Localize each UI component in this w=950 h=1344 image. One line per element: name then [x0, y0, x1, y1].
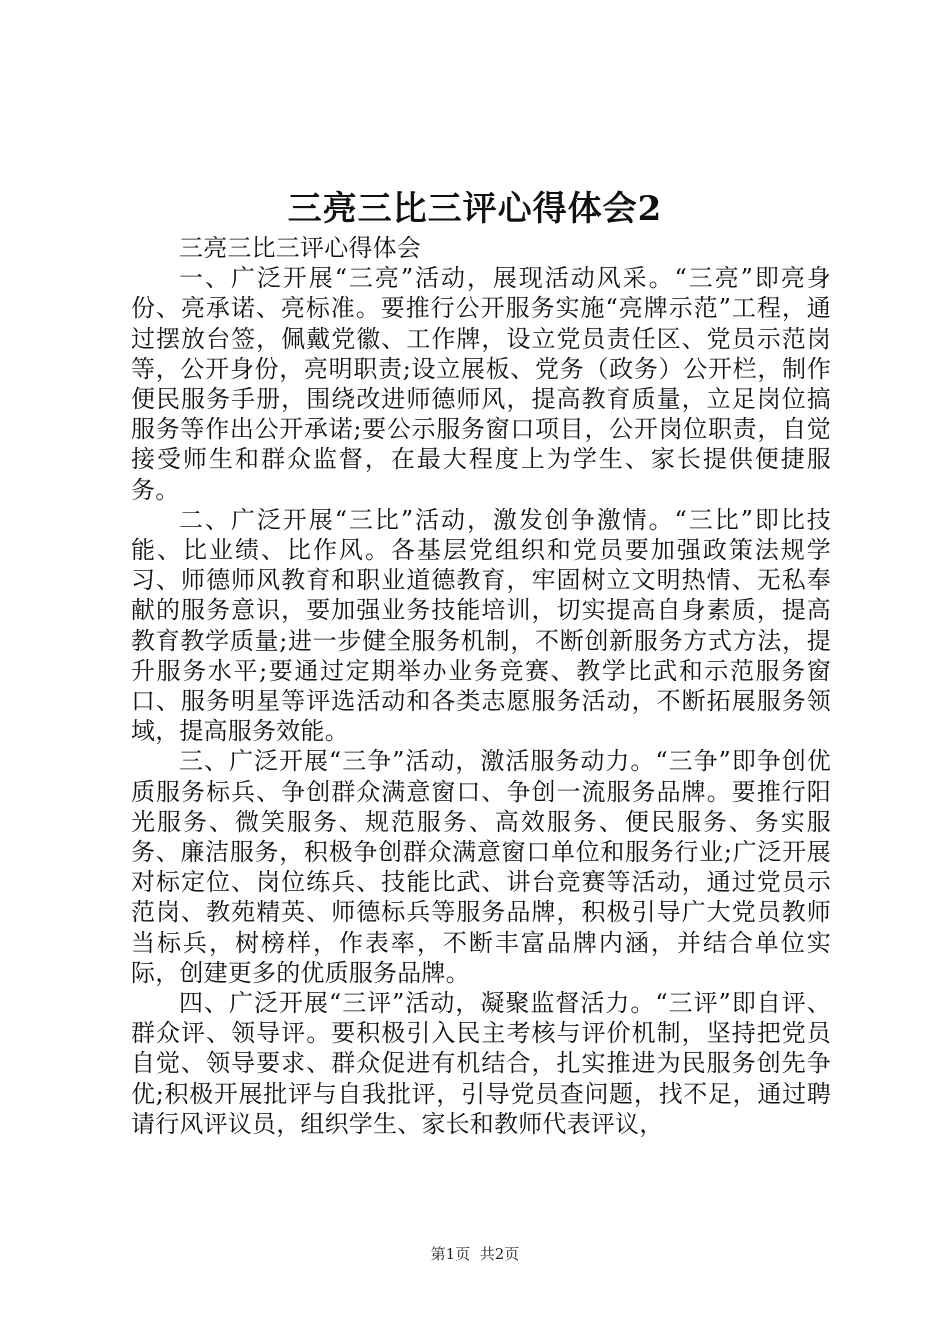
page-number-total: 共2页 [479, 1245, 520, 1263]
page-number-current: 第1页 [430, 1245, 471, 1263]
page-footer [0, 1244, 950, 1264]
paragraph-3: 三、广泛开展“三争”活动，激活服务动力。“三争”即争创优质服务标兵、争创群众满意窗口、争创一流服务品牌。要推行阳光服务、微笑服务、规范服务、高效服务、便民服务、务实服务、廉洁服务，积极争创群众满意窗口单位和服务行业;广泛开展对标定位、岗位练兵、技能比武、讲台竞赛等活动，通过党员示范岗、教苑精英、师德标兵等服务品牌，积极引导广大党员教师当标兵，树榜样，作表率，不断丰富品牌内涵，并结合单位实际，创建更多的优质服务品牌。 [131, 747, 831, 987]
document-subtitle: 三亮三比三评心得体会 [179, 234, 421, 262]
document-body [131, 233, 831, 1139]
paragraph-4: 四、广泛开展“三评”活动，凝聚监督活力。“三评”即自评、群众评、领导评。要积极引入民主考核与评价机制，坚持把党员自觉、领导要求、群众促进有机结合，扎实推进为民服务创先争优;积极开展批评与自我批评，引导党员查问题，找不足，通过聘请行风评议员，组织学生、家长和教师代表评议， [131, 989, 831, 1138]
paragraph-1: 一、广泛开展“三亮”活动，展现活动风采。“三亮”即亮身份、亮承诺、亮标准。要推行公开服务实施“亮牌示范”工程，通过摆放台签，佩戴党徽、工作牌，设立党员责任区、党员示范岗等，公开身份，亮明职责;设立展板、党务（政务）公开栏，制作便民服务手册，围绕改进师德师风，提高教育质量，立足岗位搞服务等作出公开承诺;要公示服务窗口项目，公开岗位职责，自觉接受师生和群众监督，在最大程度上为学生、家长提供便捷服务。 [131, 264, 831, 504]
document-title: 三亮三比三评心得体会2 [287, 189, 663, 229]
paragraph-2: 二、广泛开展“三比”活动，激发创争激情。“三比”即比技能、比业绩、比作风。各基层党组织和党员要加强政策法规学习、师德师风教育和职业道德教育，牢固树立文明热情、无私奉献的服务意识，要加强业务技能培训，切实提高自身素质，提高教育教学质量;进一步健全服务机制，不断创新服务方式方法，提升服务水平;要通过定期举办业务竞赛、教学比武和示范服务窗口、服务明星等评选活动和各类志愿服务活动，不断拓展服务领域，提高服务效能。 [131, 505, 831, 746]
